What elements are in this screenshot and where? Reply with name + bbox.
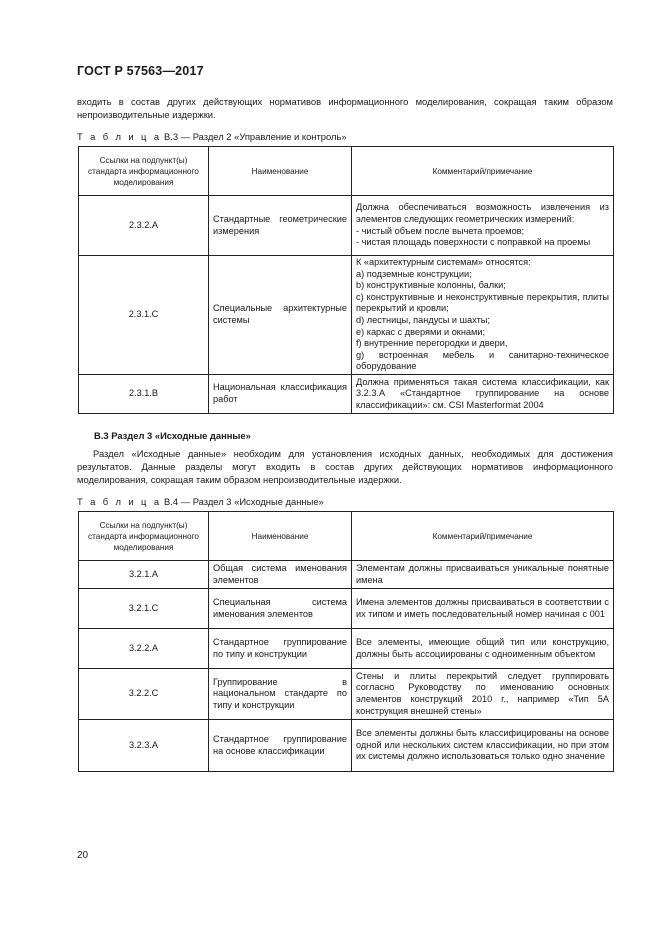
comment-line: g) встроенная мебель и санитарно-техническое оборудование <box>356 349 609 372</box>
table-b4 <box>78 511 614 772</box>
table-b4-row1-comment: Элементам должны присваиваться уникальные понятные имена <box>352 561 614 589</box>
comment-line: e) каркас с дверями и окнами; <box>356 326 486 337</box>
comment-line: d) лестницы, пандусы и шахты; <box>356 314 490 325</box>
table-b3-row2-ref: 2.3.1.C <box>79 256 209 375</box>
table-b3-row3-ref: 2.3.1.B <box>79 374 209 413</box>
table-row <box>79 196 614 256</box>
table-row <box>79 669 614 720</box>
table-b3-header-name: Наименование <box>209 147 352 196</box>
comment-line: К «архитектурным системам» относятся: <box>356 257 531 267</box>
table-b4-row1-ref: 3.2.1.A <box>79 561 209 589</box>
table-row <box>79 629 614 669</box>
table-row <box>79 256 614 375</box>
table-b3-caption-text: В.3 — Раздел 2 «Управление и контроль» <box>161 131 347 142</box>
section-b3-text: Раздел «Исходные данные» необходим для установления исходных данных, необходимых для достижения результатов. Данные разделы могут входить в состав других действующих нормативов информационного моделирования, сокращая таким образом непроизводительные издержки. <box>77 448 613 485</box>
table-b3-row1-name: Стандартные геометрические измерения <box>209 196 352 256</box>
table-b3 <box>78 146 614 414</box>
table-b4-row3-ref: 3.2.2.A <box>79 629 209 669</box>
table-row <box>79 720 614 772</box>
comment-line: a) подземные конструкции; <box>356 268 472 279</box>
comment-line: c) конструктивные и неконструктивные перекрытия, плиты перекрытий и кровли; <box>356 291 609 314</box>
table-b3-row1-comment <box>352 196 614 256</box>
table-b3-row2-name: Специальные архитектурные системы <box>209 256 352 375</box>
table-b3-header-comment: Комментарий/примечание <box>352 147 614 196</box>
section-b3-paragraph <box>77 447 613 486</box>
comment-line: - чистый объем после вычета проемов; <box>356 225 525 236</box>
intro-paragraph <box>77 95 613 121</box>
intro-text: входить в состав других действующих нормативов информационного моделирования, сокращая таким образом непроизводительные издержки. <box>77 96 613 120</box>
table-b4-row3-comment: Все элементы, имеющие общий тип или конструкцию, должны быть ассоциированы с одноименным объектом <box>352 629 614 669</box>
page-number: 20 <box>77 850 89 861</box>
table-b4-row2-ref: 3.2.1.C <box>79 589 209 629</box>
comment-line: Должна применяться такая система классификации, как 3.2.3.А «Стандартное группирование на основе классификации»: см. CSI Masterformat 2004 <box>356 376 609 410</box>
table-b4-row5-ref: 3.2.3.A <box>79 720 209 772</box>
comment-line: b) конструктивные колонны, балки; <box>356 280 506 291</box>
table-b3-row2-comment <box>352 256 614 375</box>
section-b3-heading: В.3 Раздел 3 «Исходные данные» <box>94 430 251 441</box>
table-b3-header-ref: Ссылки на подпункт(ы) стандарта информационного моделирования <box>79 147 209 196</box>
table-b4-row5-name: Стандартное группирование на основе классификации <box>209 720 352 772</box>
table-b4-row4-comment: Стены и плиты перекрытий следует группировать согласно Руководству по именованию основных элементов конструкций 2010 г., например «Тип 5А конструкция внешней стены» <box>352 669 614 720</box>
table-b4-row1-name: Общая система именования элементов <box>209 561 352 589</box>
table-b4-caption-text: В.4 — Раздел 3 «Исходные данные» <box>161 496 324 507</box>
table-b3-header-row <box>79 147 614 196</box>
table-b4-header-row <box>79 512 614 561</box>
table-b4-row4-ref: 3.2.2.C <box>79 669 209 720</box>
table-row <box>79 589 614 629</box>
table-b3-row3-comment <box>352 374 614 413</box>
table-b4-header-name: Наименование <box>209 512 352 561</box>
comment-line: - чистая площадь поверхности с поправкой на проемы <box>356 237 591 248</box>
table-b4-row2-name: Специальная система именования элементов <box>209 589 352 629</box>
table-b4-row5-comment: Все элементы должны быть классифицированы на основе одной или нескольких систем классификации, но при этом их системы должно использоваться только одно значение <box>352 720 614 772</box>
comment-line: Должна обеспечиваться возможность извлечения из элементов следующих геометрических измерений: <box>356 202 609 224</box>
table-b4-row2-comment: Имена элементов должны присваиваться в соответствии с их типом и иметь последовательный номер начиная с 001 <box>352 589 614 629</box>
table-b4-row3-name: Стандартное группирование по типу и конструкции <box>209 629 352 669</box>
table-row <box>79 374 614 413</box>
table-b3-row1-ref: 2.3.2.A <box>79 196 209 256</box>
table-b3-caption-prefix: Т а б л и ц а <box>77 131 162 142</box>
table-b3-caption <box>77 131 347 142</box>
table-b4-header-comment: Комментарий/примечание <box>352 512 614 561</box>
table-b4-header-ref: Ссылки на подпункт(ы) стандарта информационного моделирования <box>79 512 209 561</box>
table-b4-row4-name: Группирование в национальном стандарте по типу и конструкции <box>209 669 352 720</box>
table-b4-caption <box>77 496 324 507</box>
table-row <box>79 561 614 589</box>
table-b4-caption-prefix: Т а б л и ц а <box>77 496 162 507</box>
document-header: ГОСТ Р 57563—2017 <box>77 64 204 78</box>
comment-line: f) внутренние перегородки и двери, <box>356 338 508 349</box>
table-b3-row3-name: Национальная классификация работ <box>209 374 352 413</box>
